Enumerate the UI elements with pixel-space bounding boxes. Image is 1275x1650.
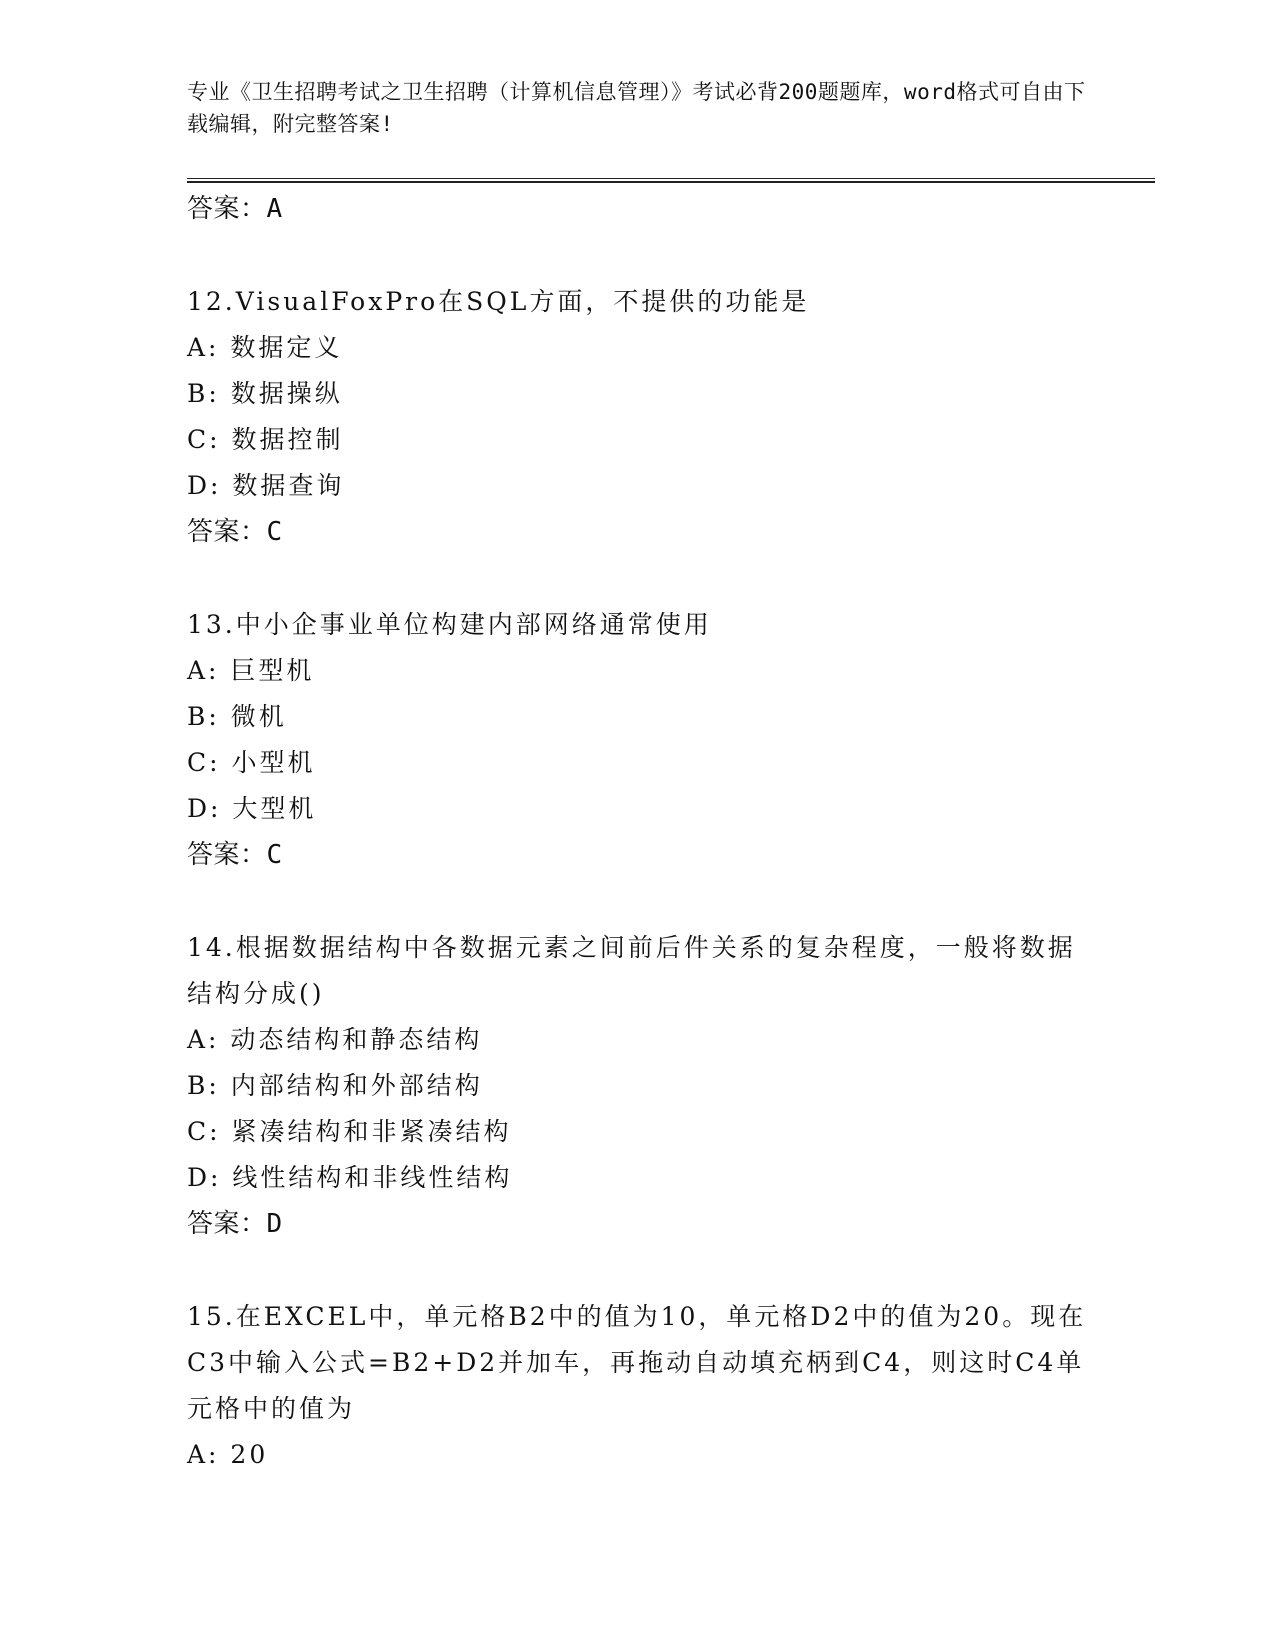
option-c: C: 小型机: [187, 748, 316, 777]
option-d: D: 线性结构和非线性结构: [187, 1163, 513, 1192]
answer-value: C: [266, 840, 283, 870]
question-stem: 14.根据数据结构中各数据元素之间前后件关系的复杂程度，一般将数据结构分成(): [187, 933, 1076, 1008]
answer-line: [187, 509, 1087, 555]
option-a: A: 巨型机: [187, 656, 315, 685]
question-12: [187, 279, 1087, 555]
option-d: D: 数据查询: [187, 471, 345, 500]
option-c: C: 数据控制: [187, 425, 344, 454]
document-header: 专业《卫生招聘考试之卫生招聘（计算机信息管理）》考试必背200题题库，word格式可自由下载编辑，附完整答案!: [187, 80, 1086, 136]
answer-line: [187, 1201, 1087, 1247]
answer-value: A: [266, 194, 283, 224]
question-stem: 13.中小企事业单位构建内部网络通常使用: [187, 610, 712, 639]
question-stem: 15.在EXCEL中，单元格B2中的值为10，单元格D2中的值为20。现在C3中输入公式=B2+D2并加车，再拖动自动填充柄到C4，则这时C4单元格中的值为: [187, 1302, 1087, 1423]
option-a: A: 20: [187, 1440, 269, 1469]
document-body: [187, 186, 1087, 1478]
option-b: B: 内部结构和外部结构: [187, 1071, 483, 1100]
question-13: [187, 602, 1087, 878]
option-d: D: 大型机: [187, 794, 317, 823]
option-a: A: 数据定义: [187, 333, 343, 362]
option-b: B: 微机: [187, 702, 287, 731]
answer-label: 答案：: [187, 1209, 267, 1239]
answer-label: 答案：: [187, 517, 267, 547]
header-divider-thick: [187, 181, 1155, 183]
option-c: C: 紧凑结构和非紧凑结构: [187, 1117, 512, 1146]
question-15: [187, 1294, 1087, 1478]
header-divider: [187, 178, 1155, 179]
answer-line: [187, 832, 1087, 878]
answer-label: 答案：: [187, 840, 267, 870]
answer-value: D: [266, 1209, 283, 1239]
answer-value: C: [266, 517, 283, 547]
option-b: B: 数据操纵: [187, 379, 343, 408]
answer-label: 答案：: [187, 194, 267, 224]
option-a: A: 动态结构和静态结构: [187, 1025, 483, 1054]
question-stem: 12.VisualFoxPro在SQL方面，不提供的功能是: [187, 287, 810, 316]
answer-line: [187, 186, 1087, 232]
question-14: [187, 925, 1087, 1247]
